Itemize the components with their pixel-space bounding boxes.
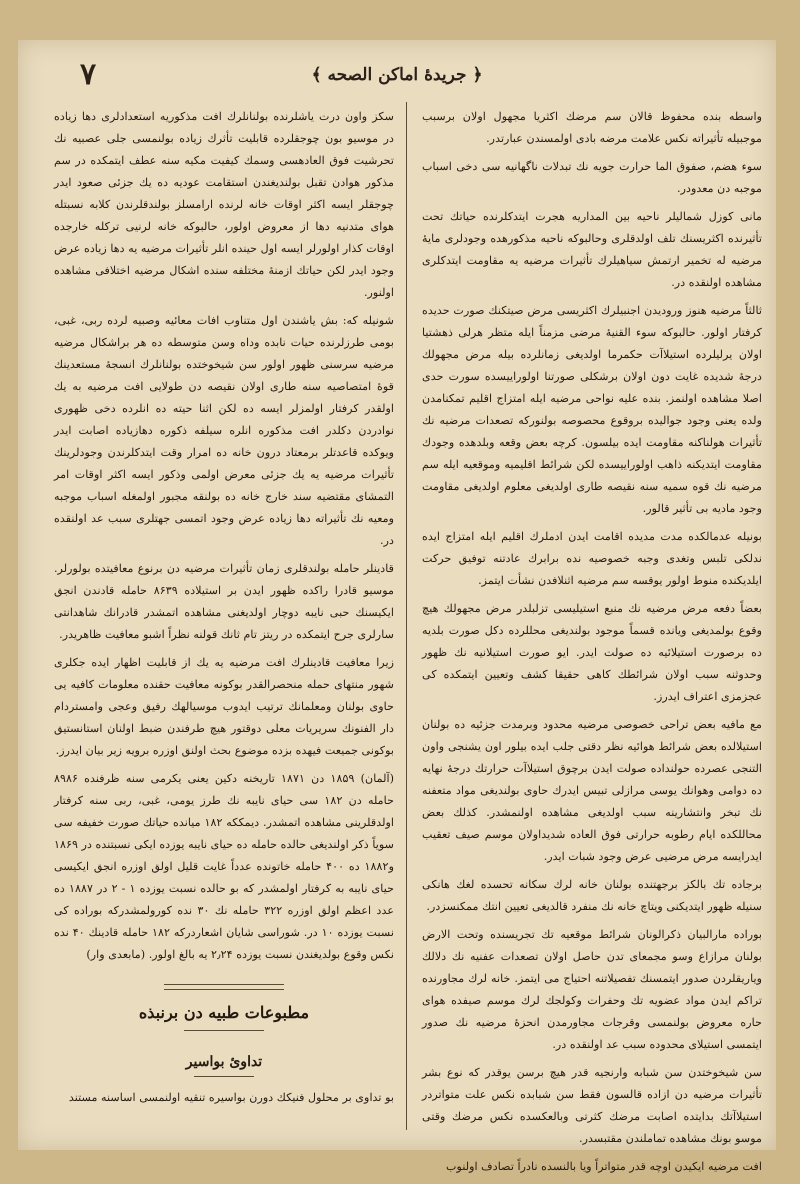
section-ornament [54, 976, 394, 990]
paragraph: سكز واون درت ياشلرنده بولنانلرك افت مذكوريه استعدادلرى دها زياده در موسيو بون چوجقلرده قابليت تأثرك زياده بولنمسى جلى عصبيه نك تحرشيت فوق العادهسى وسمك كيفيت مكيه سنه عطف ايتمكده در سم مذكور هوادن تقبل بولنديغندن استقامت عوديه ده يك جزئى صعود ايدر چوجقلر ايسه اكثر اوقات خانه لرنده ارامسلز بولندقلرندن كلابه نسبتله هواى متدنيه دها از معروض اولور، حالبوكه خانه لرنيى تركله خارجده اوقات كذار اولورلر ايسه اول حينده انلر تأثيرات مرضيه يه دها زياده عرض وجود ايدر لكن حياتك ازمنهٔ مختلفه سنده اشكال مرضيه اختلافى مشاهده اولنور. [54, 110, 394, 299]
page-number: ٧ [80, 57, 97, 92]
paragraph: مانى كوزل شماليلر ناحيه بين المداريه هجرت ايتدكلرنده حياتك تحت تأثيرنده اكثريسنك تلف اولدقلرى وحالبوكه ناحيه مذكورهده وجودلرى مايهٔ مرضيه له تخمير ارتمش سياهيلرك تأثيرات مرضيه يه مقاومت ايتدكلرى مشاهده اولنقده در. [422, 210, 762, 289]
paragraph: برجاده تك بالكز برجهتنده بولنان خانه لرك سكانه تحسده لغك هانكى سنيله ظهور ايتديكنى ويتاچ خانه نك منفرد قالديغى تعيين انتك ممكنسزدر. [422, 878, 762, 913]
paragraph: سوء هضم، صفوق الما حرارت جويه نك تبدلات ناگهانيه سى دخى اسباب موجبه دن معدودر. [422, 160, 762, 195]
paragraph: ثالثاً مرضيه هنوز وروديدن اجنبيلرك اكثريسى مرض صيتكنك صورت حديده كرفتار اولور. حالبوكه سوء القنيهٔ مرضى مزمناً ايله متظر هرلى ذهشتيا اولان يرليلرده استيلاآت حكمرما اولديغى زمانلرده بيله مرض مجهولك درجهٔ شديده غايت دون اولان برشكلى صورتنا اولوراييسده سورت حدى اصلا مشاهده اولنمز. بنده عليه نواحى مرضيه ايله امتزاج اقليم تمكنامدن ولده يعنى وجود جواليده بروقوع محصوصه بولنوركه تصعدات مرضيه نك تأثيرات هولناكنه مقاومت ايده بيلسون. كرچه بعض وقعه وبلدهده وجودك مقاومت ايتديكنه ذاهب اولوراييسده لكن شرائط اقليميه وموقعيه ايله سم مرضيه نك قوه سميه سنه نقيصه طارى اولديغى معلوم اولديغى مقاومت وجود ماديه بى تأثير قالور. [422, 304, 762, 515]
page-header [18, 58, 776, 92]
paragraph: بوراده مارالبيان ذكرالونان شرائط موقعيه تك تجريسنده وتحت الارض بولنان مرازاع وسو مجمعاى تدن حاصل اولان تصعدات عفنيه نك دلالك وياريقلردن صدور ايتمسنك تفصيلاتنه احتياج مى ايتمز. خانه لرك مجاورنده تراكم ايدن مواد عضويه تك وحفرات وكولجك لرك موسم صيفده هواى حاره معروض بولنمسى وقرجات مجاورمدن انحزهٔ مرضيه نك صدور ايتمسى استيلاى محدوده سبب عد اولنقده در. [422, 928, 762, 1051]
paragraph: واسطه بنده محفوظ قالان سم مرضك اكثريا مجهول اولان برسبب موجبيله تأثيراته نكس علامت مرضه بادى اولمسندن عبارتدر. [422, 110, 762, 145]
paragraph: بعضاً دفعه مرض مرضيه نك منبع استيليسى تزلبلدر مرض مجهولك هيچ وقوع بولمديغى ويانده قسماً موجود بولنديغى محللرده دكل صورت بلديه ده برصورت استيلائيه ده صولت ايدر. ايو صورت استيلانيه نك ظهور وحدوثنه سبب اولان شرائطك كاهى حقيقا كشف وتعيين ايتمكده كى عجزمزى اعتراف ايدرز. [422, 602, 762, 703]
paragraph: بونيله عدمالكده مدت مديده اقامت ايدن ادملرك اقليم ايله امتزاج ايده ندلكى تلبس وتغدى وجبه خصوصيه نده برابرك عادتنه توفيق حركت ايلديكنده منوط اولور يوقسه سم مرضيه اثنلافدن نشأت ايتمز. [422, 530, 762, 587]
paragraph: قادينلر حامله بولندقلرى زمان تأثيرات مرضيه دن برنوع معافيتده بولورلر. موسيو قادرا راكده ظهور ايدن بر استيلاده ۸۶۳۹ حامله قادندن انجق ايكيسنك حبى نايبه دوچار اولديغنى مشاهده اتمشدر قادرانك شاهدانتى سارلرى جرح ايتمكده در ريتز تام ثانك قولنه نظراً اشبو معافيت ظاهريدر. [54, 562, 394, 641]
subsection-underline [194, 1076, 254, 1077]
paragraph: سن شيخوختدن سن شبابه وارنجيه قدر هيچ برسن يوقدر كه نوع بشر تأثيرات مرضيه دن ازاده قالسون فقط سن شبابده نكس علت متواتردر استيلاآتك بدايتده اصابت مرضك كثرتى وبالعكسده نكس مرضك وقتى موسو بونك مشاهده تماملندن مقتبسدر. [422, 1066, 762, 1145]
newspaper-page [18, 40, 776, 1173]
subsection-title: تداوىٔ بواسير [185, 1054, 263, 1070]
section-underline [184, 1030, 264, 1031]
closing-line: بو تداوى بر محلول فنيكك دورن بواسيره تنقيه اولنمسى اساسنه مستند [68, 1091, 394, 1104]
right-column [422, 106, 762, 1184]
newspaper-title: ﴿ جريدهٔ اماكن الصحه ﴾ [311, 65, 483, 85]
paragraph: افت مرضيه ايكيدن اوچه قدر متواتراً ويا بالنسده نادراً تصادف اولنوب [446, 1160, 762, 1173]
paragraph: مع مافيه بعض تراحى خصوصى مرضيه محدود وبرمدت جزئيه ده بولنان استيلالده بعض شرائط هوائيه نظر دقتى جلب ايده بيلور اون يشنجى واون التنجى عصرده حولنداده صولت ايدن برچوق استيلاآت حرارتك درجهٔ نهايه ده دوامى وهوانك يوسى مرازلى تبيس ايدرك حاوى بولنديغى مواد متعفنه نك تبخر وانتشارينه سبب اولديغى مشاهده اولنمشدر. كذلك بعض محاللكده ايام رطوبه حرارتى فوق العاده شديداولان موسم صيف تعقيب ايدرايسه مرض مرضيى عرض وجود شبات ايدر. [422, 718, 762, 863]
paragraph: (آلمان) ۱۸۵۹ دن ۱۸۷۱ تاريخنه دكين يعنى يكرمى سنه ظرفنده ۸۹۸۶ حامله دن ۱۸۲ سى حياى نايبه نك طرز يومى، غبى، ربى سنه كرفتار اولدقلرينى مشاهده اتمشدر. ديمككه ۱۸۲ ميانده حياتك صورت خفيفه سى سوياً ذكر اولنديغى حالده حامله ده حياى نايبه يوزده ايكى نسبتنده در ۱۸۶۹ و۱۸۸۲ ده ۴۰۰ حامله خاتونده عدداً غايت قليل اولق اوزره انجق ايكيسى حياى نايبه به كرفتار اولمشدر كه بو حالده نسبت يوزده ۱ - ۲ در ۱۸۸۷ ده عدد اعظم اولق اوزره ۳۲۲ حامله نك ۳۰ نده كورولمشدركه بوراده كى نسبت يوزده ۱۰ در. شوراسى شايان اشعاردركه ۱۸۲ حامله قادينك ۴۰ نده نكس وقوع بولديغندن نسبت يوزده ۲٫۲۴ يه بالغ اولور. (مابعدى وار) [54, 772, 394, 961]
left-column [54, 106, 394, 1115]
column-divider [406, 102, 407, 1130]
paragraph: زيرا معافيت قادينلرك افت مرضيه يه يك از قابليت اظهار ايده جكلرى شهور منتهاى حمله منحصرالقدر بوكونه معافيت حقنده معلومات كافيه يى حاوى بولنان ومعلمانك ترتيب ايدوب موسيالهك رفيق وعجى وامستردام دار الفنونك سريريات معلى دوقتور هيچ طرفندن ضبط اولنان استانستيق بوكونى جميعت فيهده بزده موضوع بحث اولنق اوزره برويه زير بيان ايدرز. [54, 656, 394, 757]
ornament-rule [164, 984, 284, 990]
section-title: مطبوعات طبيه دن برنبذه [138, 1003, 310, 1022]
paragraph: شونيله كه: بش ياشندن اول متناوب افات معائيه وصبيه لرده ربى، غبى، بومى طرزلرنده حيات نابده وداه وسن متوسطه ده هر براشكال مرضيه مرضيه سرسنى ظهور اولور سن شيخوختده بولنانلرك انسجهٔ مستعدينك قوهٔ امتصاصيه سنه طارى اولان نقيصه دن طولايى افت مرضيه به يك اولقدر كرفتار اولمزلر ايسه ده لكن اثنا حيته ده انلرده دخى ظهورى نوادردن دكلدر افت مذكوره انلره سيلفه ذكوره دهازياده اصابت ايدر ويوكده قاعدتلر برمعتاد درون خانه ده امرار وقت ايتدكلرندن وجودلرينك تأثيرات مرضيه يه يك جزئى معرض اولمى وذكور ايسه اكثر اوقات امر التمشاى مقتضيه سند خارج خانه ده بولنقه مجبور اولمغله اسباب موجبه ومعيه نك تأثيراته دها زياده عرض وجود اتمسى جهتلرى سبب عد اولنقده در. [54, 314, 394, 547]
